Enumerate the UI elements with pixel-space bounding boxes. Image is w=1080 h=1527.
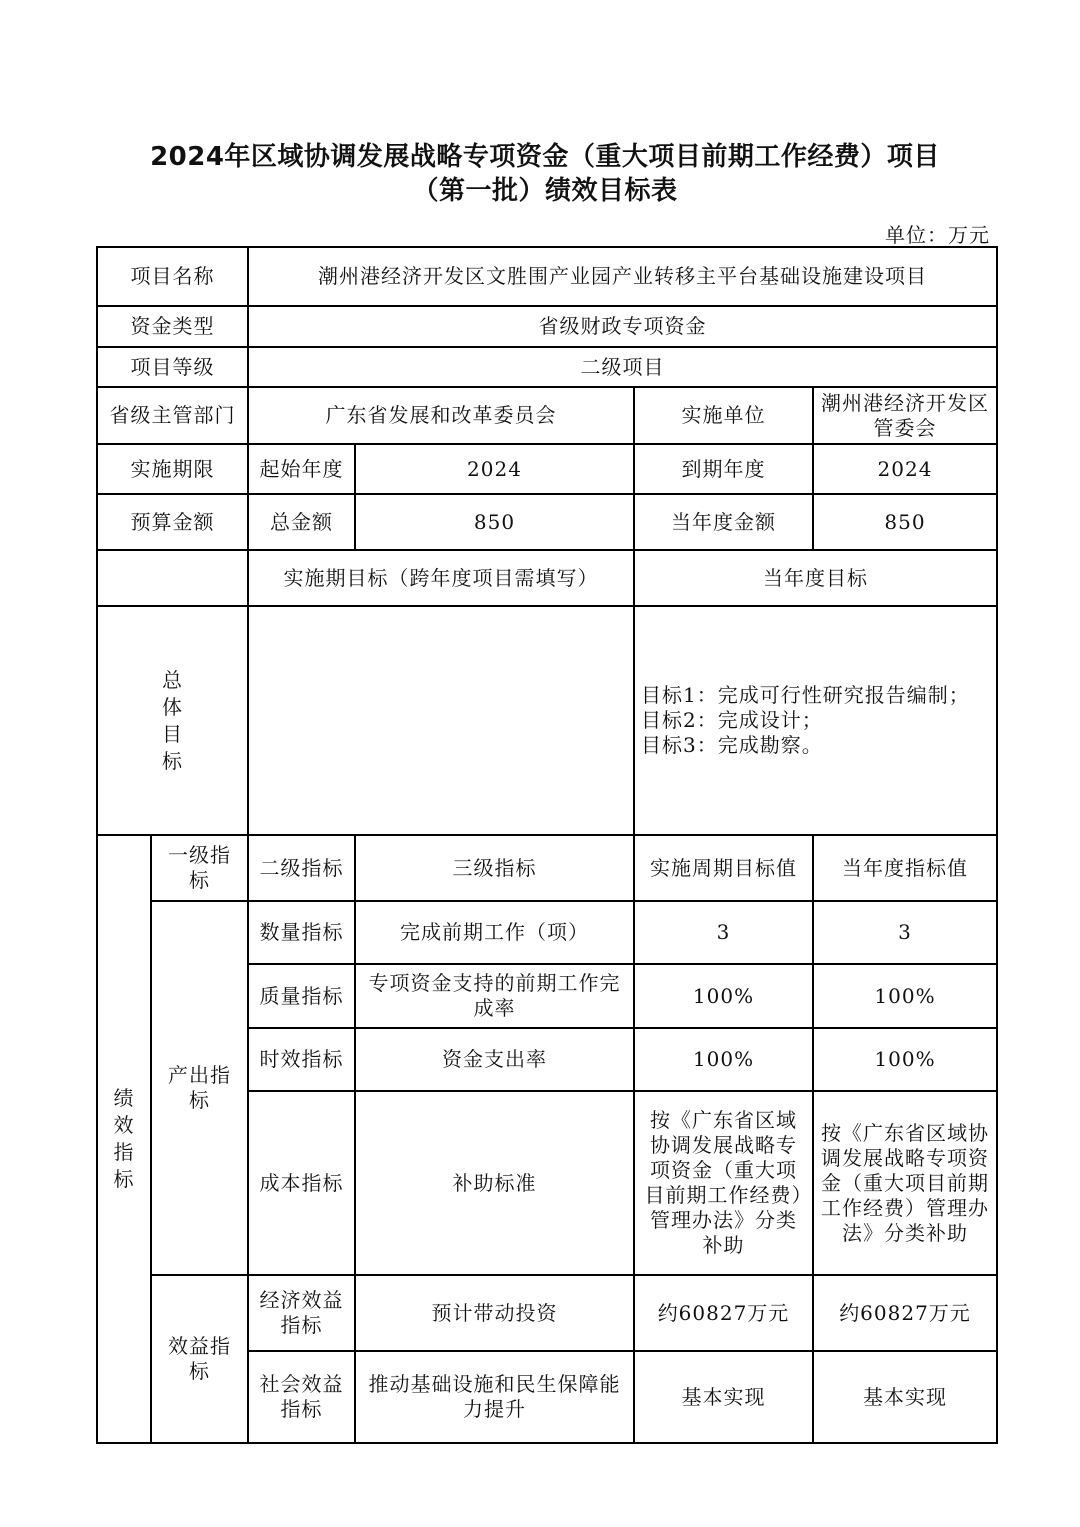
goal-item: 目标2：完成设计； <box>641 708 823 732</box>
period-target-value: 按《广东省区域协调发展战略专项资金（重大项目前期工作经费）管理办法》分类补助 <box>634 1091 813 1275</box>
level3-indicator: 推动基础设施和民生保障能力提升 <box>355 1351 634 1443</box>
multi-year-goal-value <box>248 606 634 835</box>
year-target-value: 按《广东省区域协调发展战略专项资金（重大项目前期工作经费）管理办法》分类补助 <box>813 1091 997 1275</box>
header-level3: 三级指标 <box>355 835 634 901</box>
level2-indicator: 时效指标 <box>248 1028 355 1091</box>
title-line-1: 2024年区域协调发展战略专项资金（重大项目前期工作经费）项目 <box>150 142 940 172</box>
header-level2: 二级指标 <box>248 835 355 901</box>
start-year-value: 2024 <box>355 444 634 494</box>
project-name-label: 项目名称 <box>97 247 248 306</box>
end-year-value: 2024 <box>813 444 997 494</box>
end-year-label: 到期年度 <box>634 444 813 494</box>
year-target-value: 100% <box>813 1028 997 1091</box>
budget-label: 预算金额 <box>97 494 248 550</box>
output-indicator-label: 产出指标 <box>151 901 248 1275</box>
header-year-target: 当年度指标值 <box>813 835 997 901</box>
period-label: 实施期限 <box>97 444 248 494</box>
level2-indicator: 数量指标 <box>248 901 355 964</box>
page-title <box>60 140 1030 208</box>
fund-type-label: 资金类型 <box>97 306 248 347</box>
level3-indicator: 专项资金支持的前期工作完成率 <box>355 964 634 1028</box>
start-year-label: 起始年度 <box>248 444 355 494</box>
total-amount-value: 850 <box>355 494 634 550</box>
period-target-value: 100% <box>634 1028 813 1091</box>
benefit-indicator-label: 效益指标 <box>151 1275 248 1443</box>
level3-indicator: 预计带动投资 <box>355 1275 634 1351</box>
level3-indicator: 补助标准 <box>355 1091 634 1275</box>
goal-item: 目标1：完成可行性研究报告编制； <box>641 683 970 707</box>
year-amount-label: 当年度金额 <box>634 494 813 550</box>
multi-year-goal-header: 实施期目标（跨年度项目需填写） <box>248 550 634 606</box>
year-amount-value: 850 <box>813 494 997 550</box>
overall-goal-label: 总 体 目 标 <box>97 606 248 835</box>
project-name-value: 潮州港经济开发区文胜围产业园产业转移主平台基础设施建设项目 <box>248 247 997 306</box>
period-target-value: 基本实现 <box>634 1351 813 1443</box>
current-year-goal-header: 当年度目标 <box>634 550 997 606</box>
period-target-value: 3 <box>634 901 813 964</box>
goal-item: 目标3：完成勘察。 <box>641 733 823 757</box>
perf-indicator-label: 绩效 指标 <box>97 835 151 1443</box>
year-target-value: 基本实现 <box>813 1351 997 1443</box>
year-target-value: 3 <box>813 901 997 964</box>
level3-indicator: 完成前期工作（项） <box>355 901 634 964</box>
header-level1: 一级指标 <box>151 835 248 901</box>
total-amount-label: 总金额 <box>248 494 355 550</box>
goal-header-empty <box>97 550 248 606</box>
level2-indicator: 社会效益指标 <box>248 1351 355 1443</box>
level2-indicator: 成本指标 <box>248 1091 355 1275</box>
impl-unit-label: 实施单位 <box>634 387 813 444</box>
performance-target-table <box>96 246 998 1444</box>
unit-label: 单位：万元 <box>885 223 990 247</box>
current-year-goal-value <box>634 606 997 835</box>
year-target-value: 100% <box>813 964 997 1028</box>
period-target-value: 约60827万元 <box>634 1275 813 1351</box>
fund-type-value: 省级财政专项资金 <box>248 306 997 347</box>
level2-indicator: 质量指标 <box>248 964 355 1028</box>
title-line-2: （第一批）绩效目标表 <box>412 176 678 206</box>
dept-value: 广东省发展和改革委员会 <box>248 387 634 444</box>
level2-indicator: 经济效益指标 <box>248 1275 355 1351</box>
level3-indicator: 资金支出率 <box>355 1028 634 1091</box>
impl-unit-value: 潮州港经济开发区管委会 <box>813 387 997 444</box>
project-level-label: 项目等级 <box>97 347 248 387</box>
dept-label: 省级主管部门 <box>97 387 248 444</box>
period-target-value: 100% <box>634 964 813 1028</box>
project-level-value: 二级项目 <box>248 347 997 387</box>
header-period-target: 实施周期目标值 <box>634 835 813 901</box>
year-target-value: 约60827万元 <box>813 1275 997 1351</box>
